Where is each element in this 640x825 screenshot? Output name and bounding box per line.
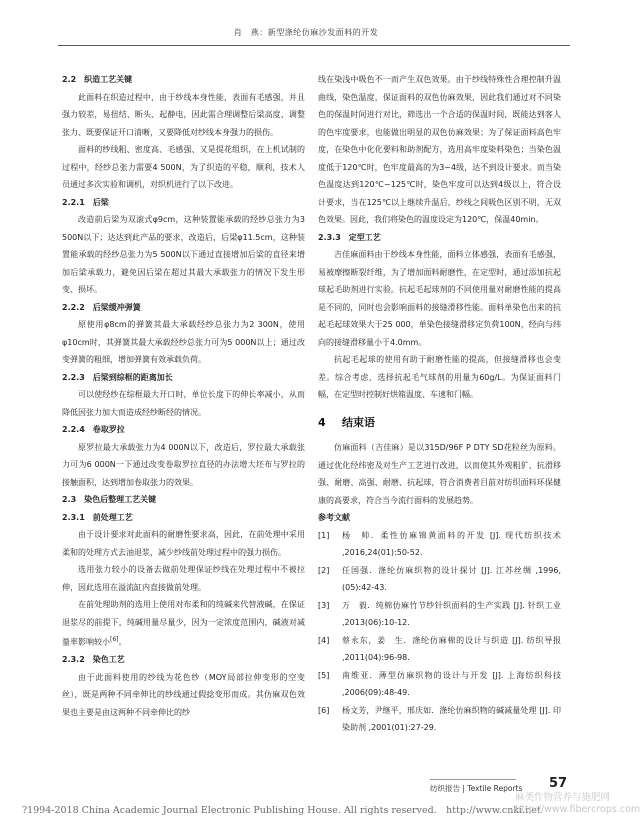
reference-item	[318, 527, 561, 562]
running-head: 肖 燕：新型涤纶仿麻沙发面料的开发	[233, 28, 379, 37]
reference-item	[318, 667, 561, 702]
paragraph-text: 在前处理助剂的选用上使用对布柔和的纯碱来代替液碱，在保证退浆尽的前提下，纯碱用量尽量少，因为一定浓度范围内，碱液对减量率影响较小	[62, 600, 305, 647]
site-watermark	[515, 792, 640, 816]
reference-text: 万 毅．纯棉仿麻竹节纱针织面料的生产实践 [J]. 针织工业 ,2013(06):10-12.	[342, 600, 561, 627]
page-number: 57	[549, 776, 568, 791]
reference-item	[318, 562, 561, 597]
paragraph-end: 。	[118, 637, 127, 647]
paragraph: 选用张力较小的设备去做前处理保证纱线在处理过程中不被拉伸，因此选用在溢流缸内直接做前处理。	[62, 565, 305, 592]
paragraph: 仿麻面料（吉佳麻）是以315D/96F P DTY SD花粒丝为原料。通过优化经纬密及对生产工艺进行改进，以而使其外观粗犷、抗滑移强、耐磨、高强、耐磨、抗起球，符合消费者目前对纺织面料环保健康的高要求，符合当今流行面料的发展趋势。	[318, 443, 561, 505]
paragraph: 面料的纱线粗、密度高、毛感强、又是提花组织，在上机试制的过程中，经纱总张力需要4 500N，为了织造的平稳，顺利，技术人员通过多次实验和调机，对织机进行了以下改进。	[62, 145, 305, 189]
paragraph: 可以使经纱在综框最大开口时，单位长度下的伸长率减小，从而降低因张力加大而造成经纱断经的情况。	[62, 390, 305, 417]
reference-index: [2]	[318, 565, 330, 575]
section-heading: 2.3 染色后整理工艺关键	[62, 495, 157, 504]
reference-item	[318, 702, 561, 737]
citation-ref: [6]	[110, 636, 119, 643]
paragraph	[62, 596, 305, 651]
reference-item	[318, 632, 561, 667]
reference-list	[318, 527, 561, 737]
copyright-watermark: ?1994-2018 China Academic Journal Electronic Publishing House. All rights reserved. http://www.cnki.net	[22, 805, 541, 816]
paragraph: 线在染浅中吸色不一而产生双色效果。由于纱线特殊性合理控制升温曲线，染色温度，保证面料的双色仿麻效果，因此我们通过对不同染色的保温时间进行对比，筛选出一个合适的保温时间，既能达到客人的色牢度要求，也能做出明显的双色仿麻效果；为了保证面料高色牢度，在染色中化化要料和助剂配方，选用高牢度染料染色；当染色温度低于120℃时，色牢度最高的为3~4级，达不到设计要求。而当染色温度达到120℃~125℃时，染色牢度可以达到4级以上，符合设计要求，当在125℃以上继续升温后，纱线之间吸色区别不明，无双色效果。因此，我们将染色的温度设定为120℃，保温40min。	[318, 75, 561, 224]
subsection-heading: 2.3.1 前处理工艺	[62, 512, 133, 522]
header-rule	[58, 45, 570, 46]
reference-text: 任国强．涤纶仿麻织物的设计探讨 [J]. 江苏丝绸 ,1996,(05):42-43.	[342, 565, 561, 592]
section-title: 结束语	[342, 415, 375, 429]
reference-text: 南维亚．薄型仿麻织物的设计与开发 [J]. 上海纺织科技 ,2006(09):48-49.	[342, 670, 561, 697]
reference-text: 杨文芳，尹继平，邢庆如．涤纶仿麻织物的碱减量处理 [J]. 印染助剂 ,2001(01):27-29.	[342, 705, 561, 732]
reference-index: [6]	[318, 705, 330, 715]
reference-index: [3]	[318, 600, 330, 610]
paragraph: 吉佳麻面料由于纱线本身性能，面料立体感强，表面有毛感强，易被摩擦断裂纤维，为了增加面料耐磨性，在定型时，通过添加抗起球起毛助剂进行实验。抗起毛起球剂的不同使用量对耐磨性能的提高是不同的，同时也会影响面料的接缝滑移性能。面料单染色出来的抗起毛起球效果大于25 000，单染色接缝滑移定负荷100N，经向与纬向的接缝滑移量小于4.0mm。	[318, 250, 561, 347]
paragraph: 由于设计要求对此面料的耐磨性要求高，因此，在前处理中采用柔和的处理方式去油退浆，减少纱线前处理过程中的强力损伤。	[62, 530, 305, 557]
site-watermark-url: http://www.fibercrops.com	[515, 804, 640, 815]
journal-name: 纺织报告 | Textile Reports	[430, 784, 523, 793]
subsection-heading: 2.3.2 染色工艺	[62, 655, 125, 665]
reference-text: 杨 帅．柔性仿麻锦黄面料的开发 [J]. 现代纺织技术 ,2016,24(01):50-52.	[342, 530, 561, 557]
references-heading: 参考文献	[318, 513, 350, 522]
right-column	[318, 71, 561, 737]
reference-index: [4]	[318, 635, 330, 645]
paragraph: 原使用φ8cm的弹簧其最大承载经纱总张力为2 300N，使用φ10cm时，其弹簧其最大承载经纱总张力可为5 000N以上；通过改变弹簧的粗细，增加弹簧有效承载负荷。	[62, 320, 305, 364]
subsection-heading: 2.3.3 定型工艺	[318, 232, 381, 242]
reference-index: [1]	[318, 530, 330, 540]
left-column	[62, 71, 305, 721]
footer-rule	[430, 779, 516, 780]
section-heading: 2.2 织造工艺关键	[62, 75, 133, 84]
reference-index: [5]	[318, 670, 330, 680]
subsection-heading: 2.2.1 后梁	[62, 197, 109, 207]
section-number: 4	[318, 415, 326, 429]
paragraph: 由于此面料使用的纱线为花色纱（MOY局部拉伸变形的空变丝），既是两种不同牵伸比的纱线通过假捻变形而成。其仿麻双色效果也主要是由这两种不同牵伸比的纱	[62, 672, 305, 717]
paragraph: 抗起毛起球的使用有助于耐磨性能的提高，但接缝滑移也会变差。综合考虑，选择抗起毛气球剂的用量为60g/L。为保证面料门幅，在定型时控制好烘箱温度、车速和门幅。	[318, 355, 561, 399]
subsection-heading: 2.2.3 后梁到综框的距离加长	[62, 372, 173, 382]
reference-text: 蔡永东，姜 生．涤纶仿麻棉的设计与织造 [J]. 纺织导报 ,2011(04):96-98.	[342, 635, 561, 662]
paragraph: 原罗拉最大承载张力为4 000N以下，改造后，罗拉最大承载张力可为6 000N一下通过改变卷取罗拉直径的办法增大坯布与罗拉的接触面积，达到增加卷取张力的效果。	[62, 442, 305, 487]
reference-item	[318, 597, 561, 632]
site-watermark-name: 麻类作物营养与施肥网	[515, 792, 611, 803]
subsection-heading: 2.2.4 卷取罗拉	[62, 425, 125, 434]
paragraph: 改造前后梁为双滚式φ9cm，这种装置能承载的经纱总张力为3 500N以下；达达到此产品的要求，改造后，后梁φ11.5cm，这种装置能承载的经纱总张力为5 500N以下通过直接增加后梁的直径来增加后梁承载力，避免因后梁在超过其最大承载张力的情况下发生形变、损坏。	[62, 215, 305, 294]
subsection-heading: 2.2.2 后梁缓冲弹簧	[62, 302, 141, 312]
paragraph: 此面料在织造过程中，由于纱线本身性能，表面有毛感强，并且强力较差，易扭结、断头、起静电，因此需合理调整后梁高度、调整张力、既要保证开口清晰，又要降低对纱线本身强力的损伤。	[62, 92, 305, 137]
section-heading-conclusion	[318, 414, 561, 432]
